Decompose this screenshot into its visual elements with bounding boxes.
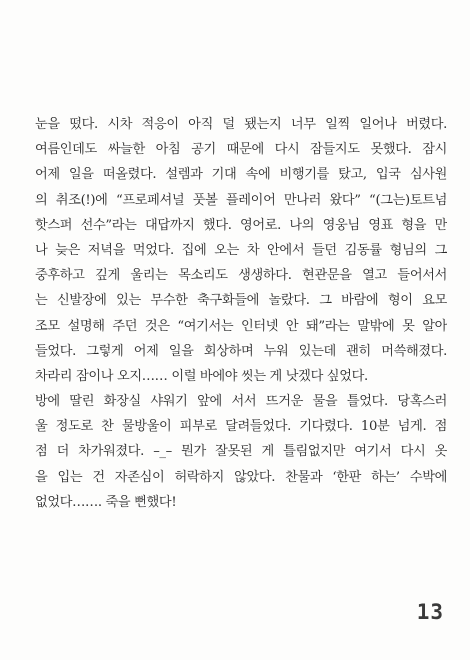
text-line: 어제 일을 떠올렸다. 설렘과 기대 속에 비행기를 탔고, 입국 심사원 — [35, 167, 447, 183]
text-line: 눈을 떴다. 시차 적응이 아직 덜 됐는지 너무 일찍 일어나 버렸다. — [35, 117, 447, 132]
text-line: 점 더 차가워졌다. –_– 뭔가 잘못된 게 틀림없지만 여기서 다시 옷 — [35, 444, 447, 460]
text-line: 여름인데도 싸늘한 아침 공기 때문에 다시 잠들지도 못했다. 잠시 — [35, 142, 447, 158]
text-line: 나 늦은 저녁을 먹었다. 집에 오는 차 안에서 들던 김동률 형님의 그 — [35, 242, 447, 258]
text-line: 핫스퍼 선수”라는 대답까지 했다. 영어로. 나의 영웅님 영표 형을 만 — [35, 217, 447, 233]
text-line: 들었다. 그렇게 어제 일을 회상하며 누워 있는데 괜히 머쓱해졌다. — [35, 343, 447, 359]
text-line: 는 신발장에 있는 무수한 축구화들에 놀랐다. 그 바람에 형이 요모 — [35, 293, 447, 309]
text-line: 중후하고 깊게 울리는 목소리도 생생하다. 현관문을 열고 들어서서 — [35, 268, 447, 284]
body-text — [35, 112, 447, 515]
text-line: 을 입는 건 자존심이 허락하지 않았다. 찬물과 ‘한판 하는’ 수박에 — [35, 469, 447, 485]
text-line: 울 정도로 찬 물방울이 피부로 달려들었다. 기다렸다. 10분 넘게. 점 — [35, 419, 447, 435]
text-line: 없었다……. 죽을 뻔했다! — [35, 494, 177, 510]
page-number: 13 — [416, 600, 444, 624]
text-line: 조모 설명해 주던 것은 “여기서는 인터넷 안 돼”라는 말밖에 못 알아 — [35, 318, 447, 334]
text-line: 의 취조(!)에 “프로페셔널 풋볼 플레이어 만나러 왔다” “(그는)토트넘 — [35, 192, 447, 208]
text-line: 방에 딸린 화장실 샤워기 앞에 서서 뜨거운 물을 틀었다. 당혹스러 — [35, 394, 447, 410]
text-line: 차라리 잠이나 오지…… 이럴 바에야 씻는 게 낫겠다 싶었다. — [35, 368, 368, 384]
